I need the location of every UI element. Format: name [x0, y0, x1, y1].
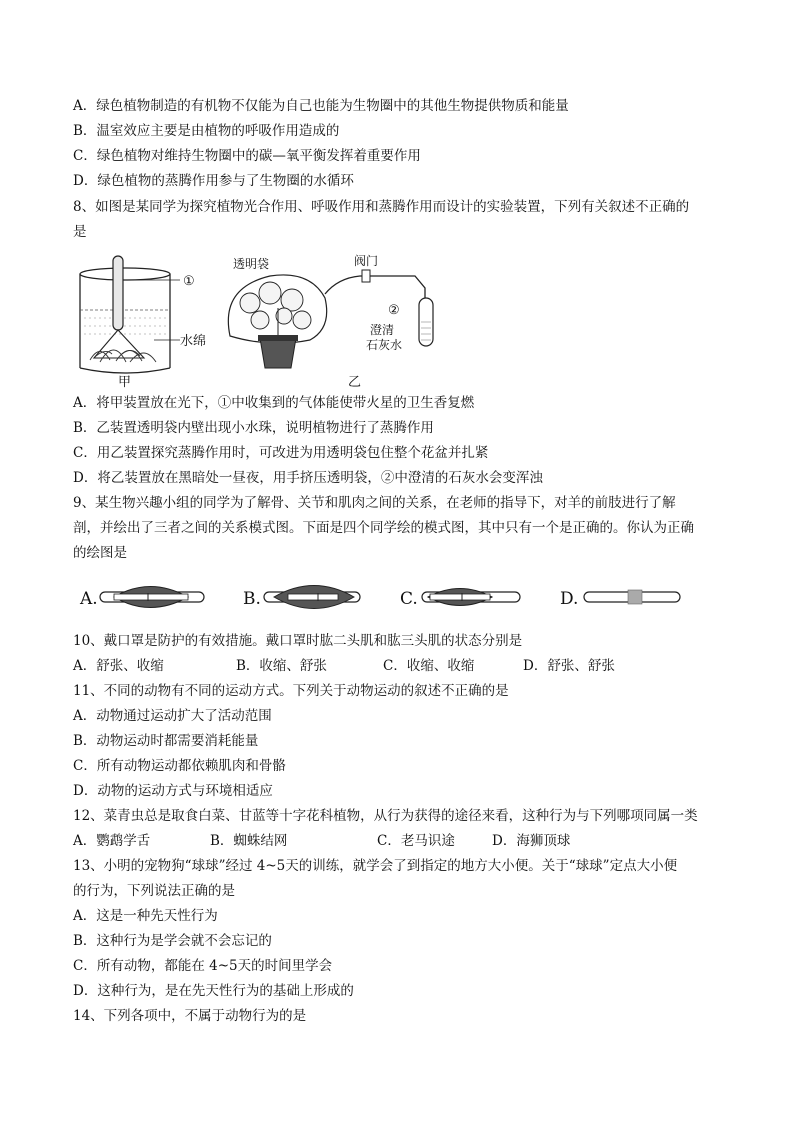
q8-option-c: C．用乙装置探究蒸腾作用时，可改进为用透明袋包住整个花盆并扎紧 — [73, 445, 489, 461]
q12-option-c: C．老马识途 — [377, 833, 455, 849]
q10-option-d: D．舒张、舒张 — [523, 658, 615, 674]
q8-option-b: B．乙装置透明袋内壁出现小水珠，说明植物进行了蒸腾作用 — [73, 420, 434, 436]
fig-label-jia: 甲 — [118, 375, 132, 390]
q9-muscle-bone-figure — [78, 578, 688, 618]
fig-label-2: ② — [388, 303, 400, 318]
q10-option-c: C．收缩、收缩 — [383, 658, 475, 674]
q13-option-d: D．这种行为，是在先天性行为的基础上形成的 — [73, 983, 354, 999]
q9-diagram-c — [422, 589, 520, 606]
q9-stem-line1: 9、某生物兴趣小组的同学为了解骨、关节和肌肉之间的关系，在老师的指导下，对羊的前肢进行了解 — [73, 495, 676, 511]
q9-diagram-a — [100, 587, 204, 608]
q10-option-a: A．舒张、收缩 — [73, 658, 164, 674]
q9-fig-label-b: B. — [243, 589, 261, 609]
q11-option-b: B．动物运动时都需要消耗能量 — [73, 733, 259, 749]
q13-option-b: B．这种行为是学会就不会忘记的 — [73, 933, 272, 949]
apparatus-yi — [228, 270, 433, 368]
q9-fig-label-a: A. — [80, 589, 98, 609]
q12-option-a: A．鹦鹉学舌 — [73, 833, 151, 849]
fig-label-1: ① — [183, 274, 195, 289]
q11-option-d: D．动物的运动方式与环境相适应 — [73, 783, 273, 799]
q8-stem-line1: 8、如图是某同学为探究植物光合作用、呼吸作用和蒸腾作用而设计的实验装置，下列有关叙述不正确的 — [73, 199, 690, 215]
q8-apparatus-figure — [70, 248, 450, 390]
q14-stem: 14、下列各项中，不属于动物行为的是 — [73, 1008, 307, 1024]
q10-option-b: B．收缩、舒张 — [236, 658, 327, 674]
q9-diagram-b — [264, 586, 360, 609]
q7-option-d: D．绿色植物的蒸腾作用参与了生物圈的水循环 — [73, 173, 354, 189]
q9-stem-line2: 剖，并绘出了三者之间的关系模式图。下面是四个同学绘的模式图，其中只有一个是正确的。你认为正确 — [73, 520, 694, 536]
q12-stem: 12、菜青虫总是取食白菜、甘蓝等十字花科植物，从行为获得的途径来看，这种行为与下列哪项同属一类 — [73, 808, 698, 824]
q8-stem-line2: 是 — [73, 224, 87, 240]
q7-option-c: C．绿色植物对维持生物圈中的碳—氧平衡发挥着重要作用 — [73, 148, 421, 164]
q13-option-c: C．所有动物，都能在 4~5天的时间里学会 — [73, 958, 333, 974]
q12-option-b: B．蜘蛛结网 — [210, 833, 288, 849]
fig-label-bag: 透明袋 — [233, 257, 270, 271]
fig-label-limewater-2: 石灰水 — [366, 338, 403, 352]
q11-option-c: C．所有动物运动都依赖肌肉和骨骼 — [73, 758, 286, 774]
q11-stem: 11、不同的动物有不同的运动方式。下列关于动物运动的叙述不正确的是 — [73, 683, 509, 699]
q13-option-a: A．这是一种先天性行为 — [73, 908, 218, 924]
fig-label-yi: 乙 — [348, 375, 362, 390]
q7-option-a: A．绿色植物制造的有机物不仅能为自己也能为生物圈中的其他生物提供物质和能量 — [73, 98, 569, 114]
q10-stem: 10、戴口罩是防护的有效措施。戴口罩时肱二头肌和肱三头肌的状态分别是 — [73, 633, 523, 649]
q8-option-d: D．将乙装置放在黑暗处一昼夜，用手挤压透明袋，②中澄清的石灰水会变浑浊 — [73, 470, 543, 486]
fig-label-valve: 阀门 — [354, 254, 379, 268]
apparatus-jia — [80, 256, 180, 373]
q7-option-b: B．温室效应主要是由植物的呼吸作用造成的 — [73, 123, 340, 139]
q13-stem-line1: 13、小明的宠物狗“球球”经过 4~5天的训练，就学会了到指定的地方大小便。关于“球球”定点大小便 — [73, 858, 678, 874]
q9-diagram-d — [584, 590, 680, 604]
q8-option-a: A．将甲装置放在光下，①中收集到的气体能使带火星的卫生香复燃 — [73, 395, 475, 411]
fig-label-sponge: 水绵 — [180, 334, 207, 349]
q10-options — [73, 657, 693, 675]
q9-fig-label-d: D. — [560, 589, 579, 609]
q9-stem-line3: 的绘图是 — [73, 545, 127, 561]
q11-option-a: A．动物通过运动扩大了活动范围 — [73, 708, 272, 724]
q12-options — [73, 832, 693, 850]
fig-label-limewater-1: 澄清 — [370, 323, 395, 337]
q12-option-d: D．海狮顶球 — [492, 833, 571, 849]
q9-fig-label-c: C. — [400, 589, 418, 609]
q13-stem-line2: 的行为，下列说法正确的是 — [73, 883, 235, 899]
